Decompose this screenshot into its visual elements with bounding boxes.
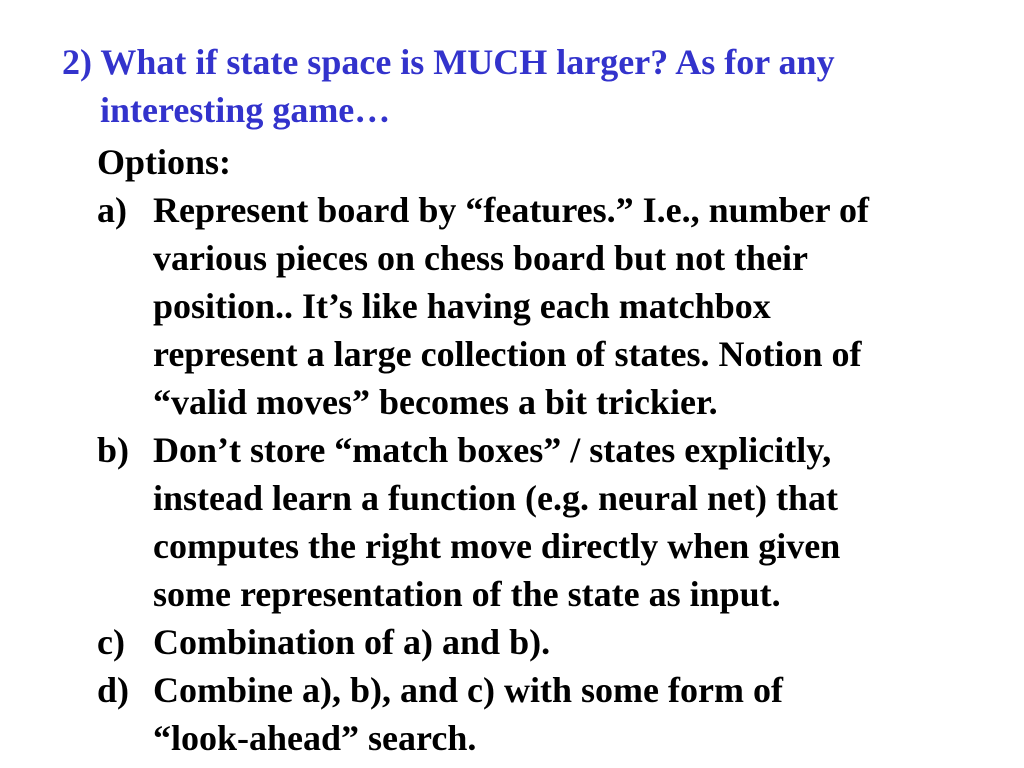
option-text [153,186,953,426]
option-text-line: position.. It’s like having each matchbox [153,286,771,326]
options-label: Options: [97,142,232,182]
option-item [97,618,977,666]
heading-line-1: 2) What if state space is MUCH larger? As for any [62,42,835,82]
option-text [153,618,953,666]
option-marker: b) [97,430,130,470]
option-text-line: various pieces on chess board but not their [153,238,809,278]
slide-heading [62,38,962,134]
option-text-line: “look-ahead” search. [153,718,477,758]
option-item [97,426,977,618]
option-text-line: represent a large collection of states. Notion of [153,334,862,374]
option-item [97,666,977,762]
option-marker: d) [97,670,130,710]
option-marker: a) [97,190,127,230]
option-text-line: some representation of the state as input. [153,574,781,614]
option-text [153,426,953,618]
option-text-line: Combination of a) and b). [153,622,551,662]
option-text-line: computes the right move directly when given [153,526,841,566]
option-marker: c) [97,622,125,662]
heading-line-2: interesting game… [100,90,391,130]
option-text-line: Don’t store “match boxes” / states explicitly, [153,430,832,470]
option-text-line: instead learn a function (e.g. neural net) that [153,478,838,518]
option-text-line: Combine a), b), and c) with some form of [153,670,783,710]
option-text-line: “valid moves” becomes a bit trickier. [153,382,718,422]
options-list [97,186,977,762]
option-item [97,186,977,426]
option-text-line: Represent board by “features.” I.e., number of [153,190,869,230]
option-text [153,666,953,762]
